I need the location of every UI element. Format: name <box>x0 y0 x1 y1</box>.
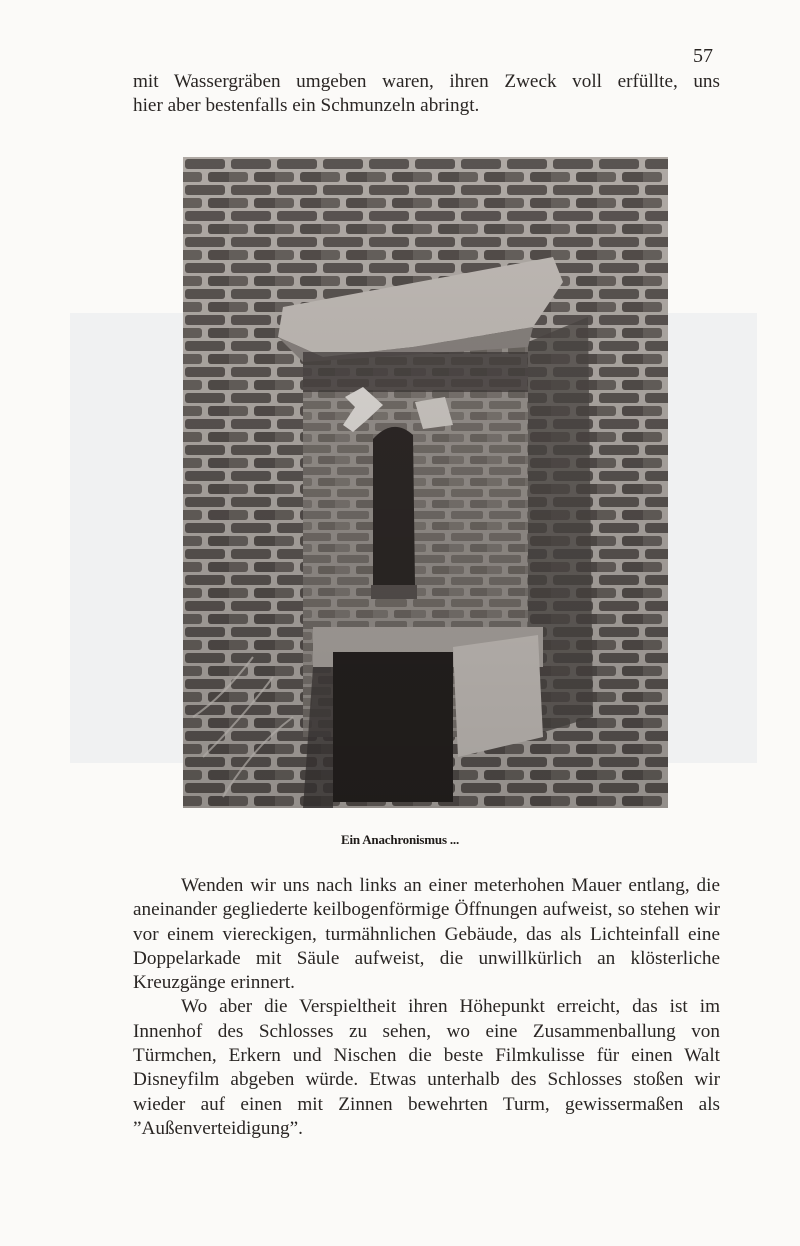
text-line: mit Wassergräben umgeben waren, ihren Zweck voll erfüllte, uns <box>133 71 720 92</box>
figure-caption: Ein Anachronismus ... <box>340 832 460 847</box>
paragraph: Wenden wir uns nach links an einer meterhohen Mauer entlang, die aneinander gegliederte keilbogenförmige Öffnungen aufweist, so stehen wir vor einem viereckigen, turmähnlichen Gebäude, das als Lichteinfall eine Doppelarkade mit Säule aufweist, die unwillkürlich an klösterliche Kreuzgänge erinnert. <box>133 875 720 994</box>
brick-wall-photo <box>183 157 668 808</box>
paragraph: Wo aber die Verspieltheit ihren Höhepunkt erreicht, das ist im Innenhof des Schlosses zu sehen, wo eine Zusammenballung von Türmchen, Erkern und Nischen die beste Filmkulisse für einen Walt Disneyfilm abgeben würde. Etwas unterhalb des Schlosses stoßen wir wieder auf einen mit Zinnen bewehrten Turm, gewissermaßen als ”Außenverteidigung”. <box>133 996 720 1139</box>
page-number: 57 <box>693 45 713 67</box>
top-paragraph <box>133 70 720 119</box>
figure-photo <box>183 157 668 808</box>
text-line: hier aber bestenfalls ein Schmunzeln abringt. <box>133 95 480 117</box>
main-text <box>133 874 720 1141</box>
